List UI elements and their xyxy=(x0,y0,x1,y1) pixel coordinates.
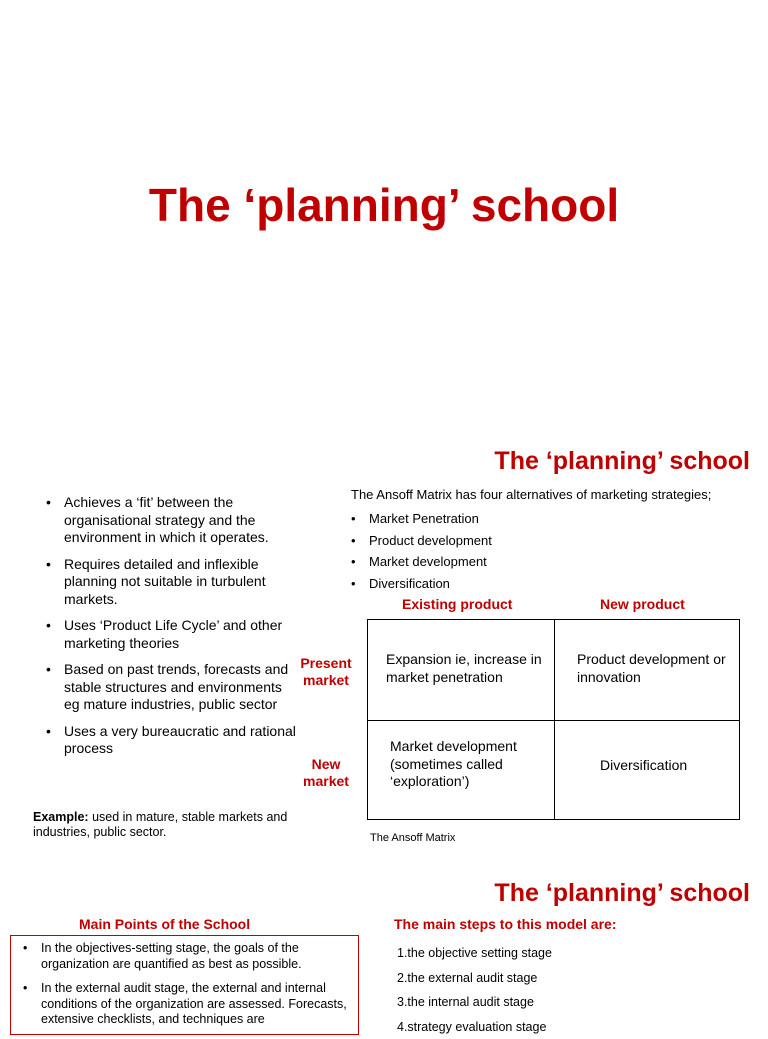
main-points-box xyxy=(10,935,359,1035)
matrix-cell-diversification: Diversification xyxy=(600,757,730,775)
list-item: • Uses ‘Product Life Cycle’ and other marketing theories xyxy=(46,617,296,652)
list-item: • Diversification xyxy=(351,573,492,595)
list-item: • Requires detailed and inflexible planning not suitable in turbulent markets. xyxy=(46,556,296,609)
list-item: • Market Penetration xyxy=(351,508,492,530)
slide2-title: The ‘planning’ school xyxy=(494,447,750,476)
list-item: • Based on past trends, forecasts and stable structures and environments eg mature industries, public sector xyxy=(46,661,296,714)
list-item: 2.the external audit stage xyxy=(397,966,552,991)
fit-bullet-list xyxy=(46,494,296,767)
matrix-divider xyxy=(368,720,739,721)
example-text: used in mature, stable markets and industries, public sector. xyxy=(33,810,287,839)
list-item: 1.the objective setting stage xyxy=(397,941,552,966)
list-item: 4.strategy evaluation stage xyxy=(397,1015,552,1039)
ansoff-intro: The Ansoff Matrix has four alternatives of marketing strategies; xyxy=(351,487,711,502)
matrix-cell-market-penetration: Expansion ie, increase in market penetration xyxy=(386,651,546,686)
list-item: • Product development xyxy=(351,530,492,552)
row-header-new-market: New market xyxy=(291,756,361,790)
slide3-title: The ‘planning’ school xyxy=(494,879,750,908)
col-header-existing-product: Existing product xyxy=(402,596,512,612)
matrix-cell-market-development: Market development (sometimes called ‘exploration’) xyxy=(390,738,540,791)
slide1-title: The ‘planning’ school xyxy=(0,178,768,232)
steps-heading: The main steps to this model are: xyxy=(394,916,617,932)
list-item: • Achieves a ‘fit’ between the organisational strategy and the environment in which it operates. xyxy=(46,494,296,547)
ansoff-strategy-list xyxy=(351,508,492,594)
matrix-caption: The Ansoff Matrix xyxy=(370,832,455,844)
matrix-cell-product-development: Product development or innovation xyxy=(577,651,727,686)
list-item: • In the external audit stage, the external and internal conditions of the organization are assessed. Forecasts, extensive checklists, and techniques are xyxy=(23,981,348,1028)
row-header-present-market: Present market xyxy=(291,655,361,689)
steps-list xyxy=(397,941,552,1039)
ansoff-matrix xyxy=(367,619,740,820)
col-header-new-product: New product xyxy=(600,596,685,612)
main-points-heading: Main Points of the School xyxy=(79,916,250,932)
list-item: 3.the internal audit stage xyxy=(397,990,552,1015)
list-item: • In the objectives-setting stage, the goals of the organization are quantified as best as possible. xyxy=(23,941,348,972)
list-item: • Uses a very bureaucratic and rational process xyxy=(46,723,296,758)
list-item: • Market development xyxy=(351,551,492,573)
example-label: Example: xyxy=(33,810,89,824)
main-points-list xyxy=(23,941,348,1037)
example-note xyxy=(33,810,303,840)
